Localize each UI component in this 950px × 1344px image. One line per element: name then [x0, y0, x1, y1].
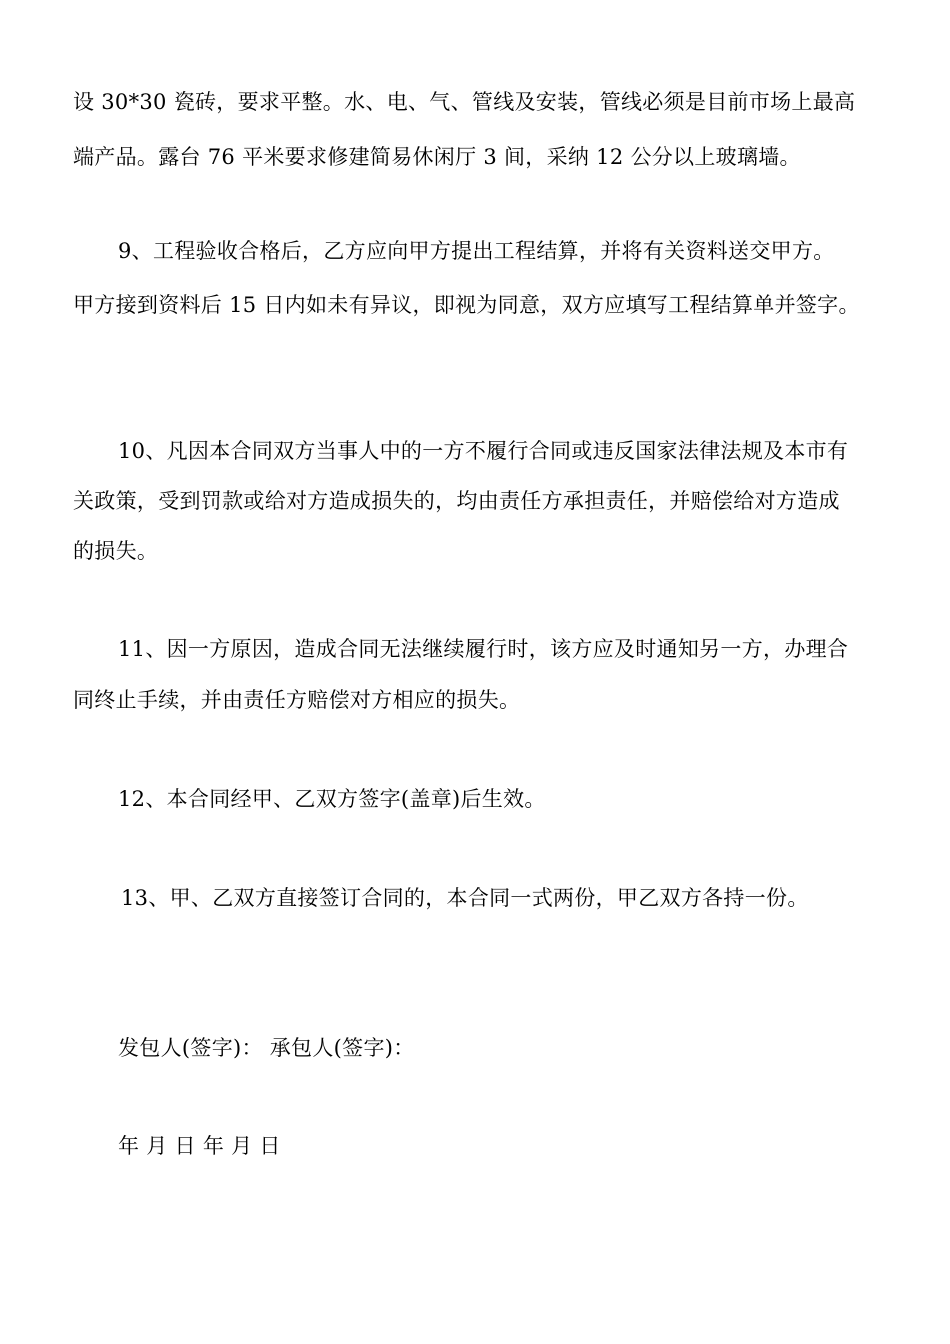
clause-10-line-1: 10、凡因本合同双方当事人中的一方不履行合同或违反国家法律法规及本市有	[118, 439, 849, 463]
paragraph-8-line-1: 设 30*30 瓷砖，要求平整。水、电、气、管线及安装，管线必须是目前市场上最高	[73, 90, 856, 114]
clause-11-line-1: 11、因一方原因，造成合同无法继续履行时，该方应及时通知另一方，办理合	[118, 637, 849, 661]
clause-10-line-3: 的损失。	[73, 539, 159, 563]
signature-labels: 发包人(签字)： 承包人(签字)：	[118, 1036, 415, 1060]
paragraph-8-line-2: 端产品。露台 76 平米要求修建简易休闲厅 3 间，采纳 12 公分以上玻璃墙。	[73, 145, 801, 169]
clause-9-line-1: 9、工程验收合格后，乙方应向甲方提出工程结算，并将有关资料送交甲方。	[118, 239, 835, 263]
clause-13-line: 13、甲、乙双方直接签订合同的，本合同一式两份，甲乙双方各持一份。	[121, 886, 809, 910]
clause-11-line-2: 同终止手续，并由责任方赔偿对方相应的损失。	[73, 688, 521, 712]
clause-9-line-2: 甲方接到资料后 15 日内如未有异议，即视为同意，双方应填写工程结算单并签字。	[73, 293, 860, 317]
clause-12-line: 12、本合同经甲、乙双方签字(盖章)后生效。	[118, 787, 546, 811]
date-labels: 年 月 日 年 月 日	[118, 1134, 281, 1158]
clause-10-line-2: 关政策，受到罚款或给对方造成损失的，均由责任方承担责任，并赔偿给对方造成	[73, 489, 840, 513]
